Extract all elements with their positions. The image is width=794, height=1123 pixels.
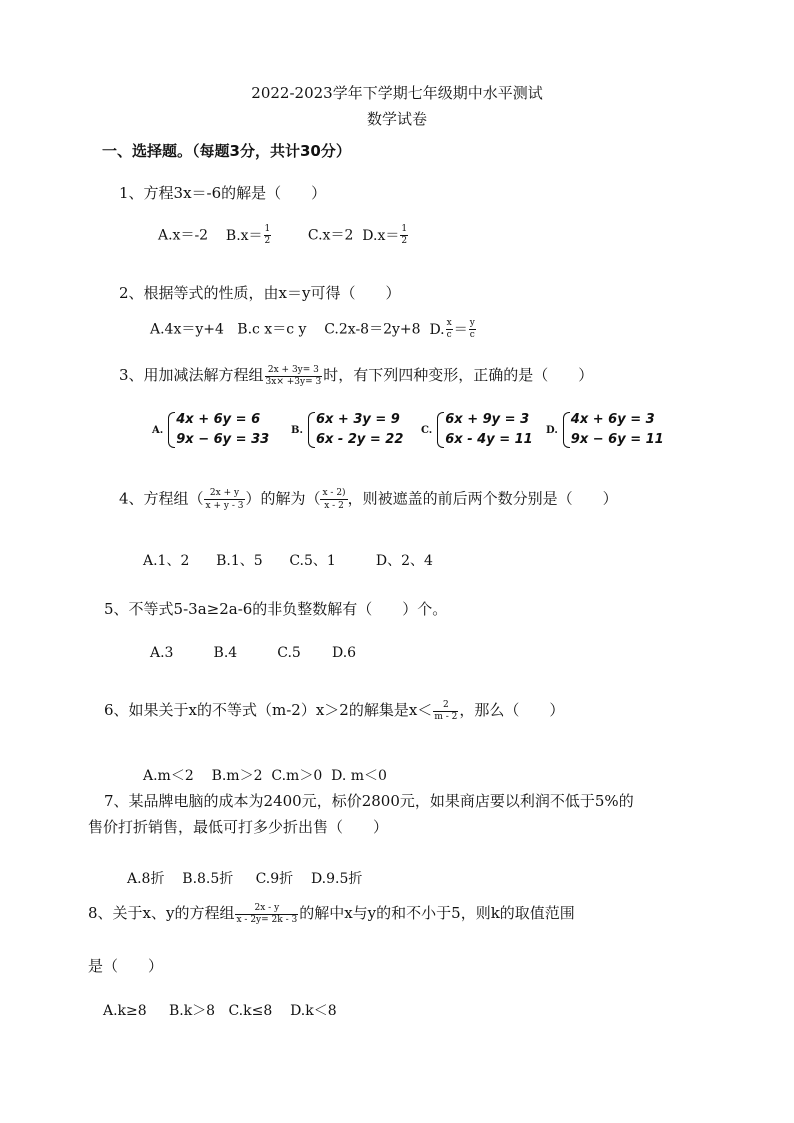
q8-option-b[interactable]: B.k＞8 <box>168 1003 216 1019</box>
question-2-options <box>150 318 477 341</box>
q1-option-d[interactable]: D.x＝ $\frac{1}{2}$ <box>362 224 408 246</box>
q7-option-a[interactable]: A.8折 <box>127 871 165 887</box>
question-4-options <box>143 550 433 570</box>
q5-option-d[interactable]: D.6 <box>331 645 357 661</box>
exam-title: 2022-2023学年下学期七年级期中水平测试 <box>251 84 543 102</box>
q5-option-c[interactable]: C.5 <box>277 645 301 661</box>
question-3-stem: 3、用加减法解方程组 $\frac{2x + 3y= 3}{3x\times +3y= 3}$ 时，有下列四种变形，正确的是（ ） <box>119 364 594 387</box>
q3-option-a[interactable]: A. 4x + 6y = 6 9x − 6y = 33 <box>152 410 269 450</box>
q4-option-a[interactable]: A.1、2 <box>143 553 190 569</box>
q4-option-d[interactable]: D、2、4 <box>375 553 433 569</box>
q6-option-b[interactable]: B.m＞2 <box>211 768 263 784</box>
q3-option-b[interactable]: B. 6x + 3y = 9 6x - 2y = 22 <box>291 410 403 450</box>
question-7-stem-line1: 7、某品牌电脑的成本为2400元，标价2800元，如果商店要以利润不低于5%的 <box>104 792 634 810</box>
q8-option-a[interactable]: A.k≥8 <box>103 1003 147 1019</box>
q5-option-b[interactable]: B.4 <box>213 645 238 661</box>
q8-system: $\frac{2x - y}{x - 2y= 2k - 3}$ <box>236 902 298 925</box>
exam-subtitle: 数学试卷 <box>366 110 427 128</box>
q1-option-b[interactable]: B.x＝ $\frac{1}{2}$ <box>225 224 271 246</box>
q6-option-a[interactable]: A.m＜2 <box>143 768 194 784</box>
q4-system: $\frac{2x + y}{x + y - 3}$ <box>205 488 244 511</box>
q4-option-b[interactable]: B.1、5 <box>216 553 263 569</box>
question-8-stem-line2: 是（ ） <box>88 957 164 975</box>
q2-option-b[interactable]: B.c x＝c y <box>237 321 307 338</box>
q2-option-a[interactable]: A.4x＝y+4 <box>150 321 224 338</box>
q6-fraction: $\frac{2}{m - 2}$ <box>434 699 458 722</box>
q3-option-d[interactable]: D. 4x + 6y = 3 9x − 6y = 11 <box>546 410 664 450</box>
q1-option-a[interactable]: A.x＝-2 <box>158 227 209 244</box>
question-1-stem: 1、方程3x＝-6的解是（ ） <box>119 184 327 202</box>
question-5-stem: 5、不等式5-3a≥2a-6的非负整数解有（ ）个。 <box>104 600 448 618</box>
q3-system: $\frac{2x + 3y= 3}{3x\times +3y= 3}$ <box>265 364 322 387</box>
question-7-stem-line2: 售价打折销售，最低可打多少折出售（ ） <box>88 818 389 836</box>
q6-option-c[interactable]: C.m＞0 <box>271 768 323 784</box>
question-6-options <box>143 765 387 785</box>
q5-option-a[interactable]: A.3 <box>150 645 174 661</box>
q8-option-d[interactable]: D.k＜8 <box>290 1003 337 1019</box>
question-2-stem: 2、根据等式的性质，由x＝y可得（ ） <box>119 284 401 302</box>
section-heading: 一、选择题。（每题3分，共计30分） <box>102 142 351 160</box>
question-5-options <box>150 645 356 661</box>
question-8-options <box>103 1000 337 1020</box>
q2-option-c[interactable]: C.2x-8＝2y+8 <box>324 321 421 338</box>
q7-option-c[interactable]: C.9折 <box>255 871 294 887</box>
q4-solution: $\frac{x - 2)}{x - 2}$ <box>322 488 346 511</box>
question-6-stem: 6、如果关于x的不等式（m-2）x＞2的解集是x＜ $\frac{2}{m - 2}$ ，那么（ ） <box>104 699 565 722</box>
q7-option-d[interactable]: D.9.5折 <box>310 871 363 887</box>
q2-option-d[interactable]: D. $\frac{x}{c}$ ＝ $\frac{y}{c}$ <box>429 318 475 340</box>
question-4-stem: 4、方程组（ $\frac{2x + y}{x + y - 3}$ ）的解为（ $\frac{x - 2)}{x - 2}$ ，则被遮盖的前后两个数分别是（ ） <box>119 488 618 511</box>
question-8-stem: 8、关于x、y的方程组 $\frac{2x - y}{x - 2y= 2k - 3}$ 的解中x与y的和不小于5，则k的取值范围 <box>88 902 575 925</box>
question-1-options <box>158 224 409 247</box>
q8-option-c[interactable]: C.k≤8 <box>228 1003 273 1019</box>
q3-option-c[interactable]: C. 6x + 9y = 3 6x - 4y = 11 <box>421 410 533 450</box>
q7-option-b[interactable]: B.8.5折 <box>182 871 234 887</box>
q6-option-d[interactable]: D. m＜0 <box>331 768 387 784</box>
q1-option-c[interactable]: C.x＝2 <box>307 227 354 244</box>
q4-option-c[interactable]: C.5、1 <box>289 553 336 569</box>
question-7-options <box>127 868 362 888</box>
